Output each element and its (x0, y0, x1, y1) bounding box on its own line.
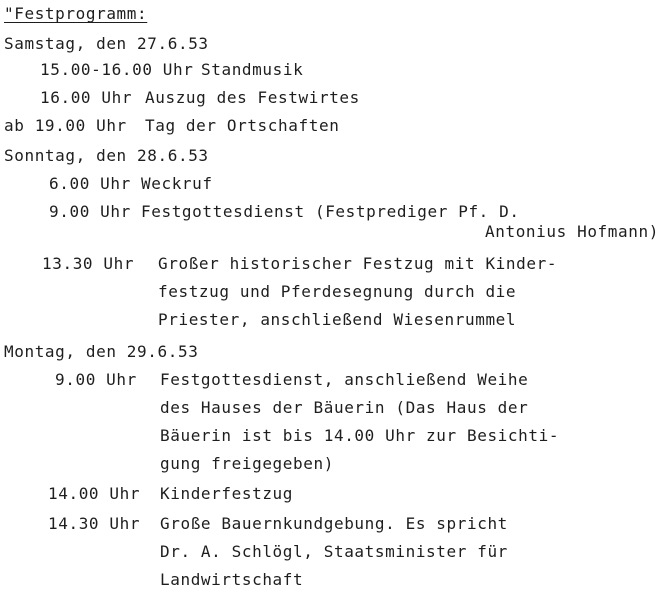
event-text: Große Bauernkundgebung. Es spricht (160, 514, 508, 533)
event-text: Dr. A. Schlögl, Staatsminister für (160, 542, 508, 561)
day-label-sunday: Sonntag, den 28.6.53 (4, 146, 209, 165)
event-text: gung freigegeben) (160, 454, 334, 473)
event-text: des Hauses der Bäuerin (Das Haus der (160, 398, 529, 417)
event-text: Festgottesdienst, anschließend Weihe (160, 370, 529, 389)
event-text: Antonius Hofmann) (485, 222, 659, 241)
event-time: 6.00 Uhr (49, 174, 131, 193)
event-text: Priester, anschließend Wiesenrummel (158, 310, 517, 329)
event-text: Großer historischer Festzug mit Kinder- (158, 254, 558, 273)
event-text: festzug und Pferdesegnung durch die (158, 282, 517, 301)
event-time: 15.00-16.00 Uhr (40, 60, 194, 79)
day-label-saturday: Samstag, den 27.6.53 (4, 34, 209, 53)
event-text: Bäuerin ist bis 14.00 Uhr zur Besichti- (160, 426, 560, 445)
event-time: 9.00 Uhr (49, 202, 131, 221)
event-text: Landwirtschaft (160, 570, 304, 589)
event-time: 14.00 Uhr (48, 484, 141, 503)
day-label-monday: Montag, den 29.6.53 (4, 342, 199, 361)
event-text: Festgottesdienst (Festprediger Pf. D. (141, 202, 520, 221)
event-time: 16.00 Uhr (40, 88, 133, 107)
event-text: Weckruf (141, 174, 213, 193)
event-time: 13.30 Uhr (42, 254, 135, 273)
event-time: 14.30 Uhr (48, 514, 141, 533)
event-text: Kinderfestzug (160, 484, 294, 503)
event-text: Tag der Ortschaften (145, 116, 340, 135)
event-time: ab 19.00 Uhr (4, 116, 127, 135)
program-heading: "Festprogramm: (4, 4, 148, 23)
event-time: 9.00 Uhr (55, 370, 137, 389)
event-text: Auszug des Festwirtes (145, 88, 360, 107)
event-text: Standmusik (201, 60, 304, 79)
